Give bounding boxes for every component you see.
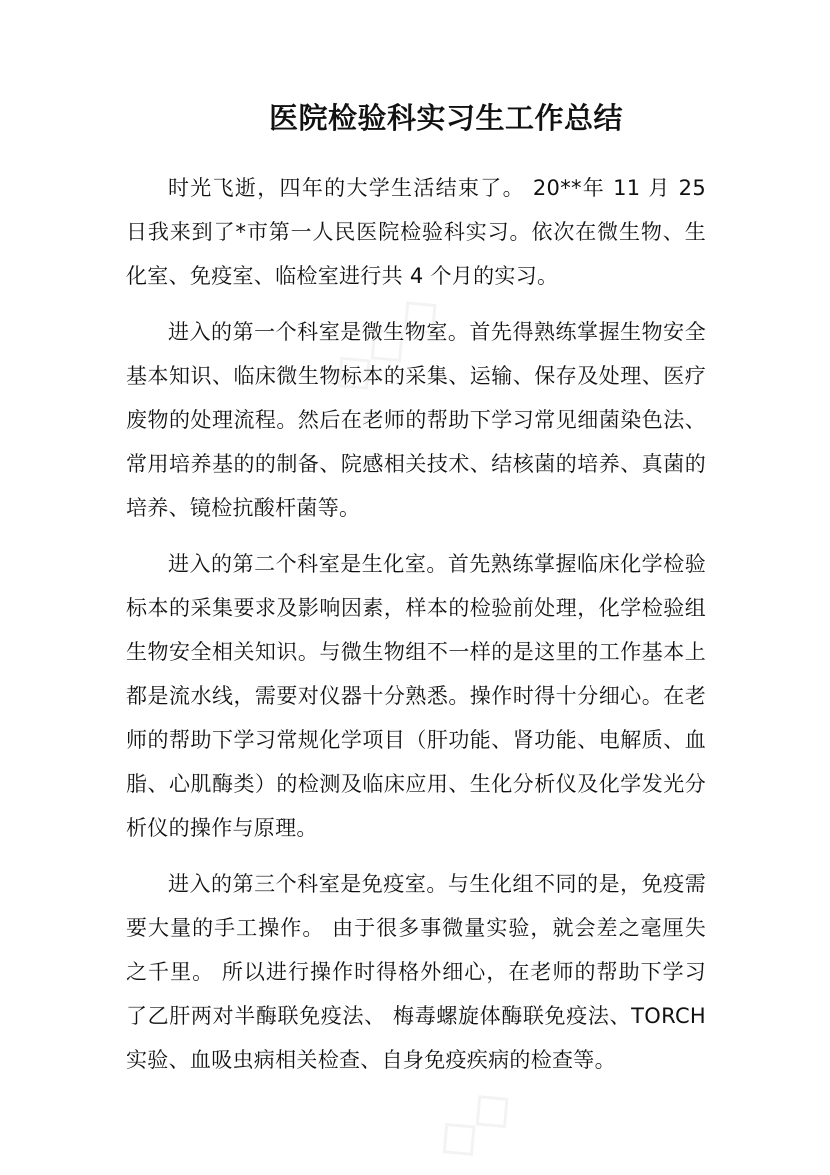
paragraph: 进入的第一个科室是微生物室。首先得熟练掌握生物安全基本知识、临床微生物标本的采集、运输、保存及处理、医疗废物的处理流程。然后在老师的帮助下学习常见细菌染色法、常用培养基的的制备、院感相关技术、结核菌的培养、真菌的培养、镜检抗酸杆菌等。 xyxy=(126,320,706,520)
paragraph: 进入的第二个科室是生化室。首先熟练掌握临床化学检验标本的采集要求及影响因素，样本的检验前处理，化学检验组生物安全相关知识。与微生物组不一样的是这里的工作基本上都是流水线，需要对仪器十分熟悉。操作时得十分细心。在老师的帮助下学习常规化学项目（肝功能、肾功能、电解质、血脂、心肌酶类）的检测及临床应用、生化分析仪及化学发光分析仪的操作与原理。 xyxy=(126,552,706,840)
watermark: ◇◇◇ xyxy=(314,276,455,409)
document-body xyxy=(126,166,706,1094)
paragraph: 进入的第三个科室是免疫室。与生化组不同的是，免疫需要大量的手工操作。 由于很多事微量实验，就会差之毫厘失之千里。 所以进行操作时得格外细心，在老师的帮助下学习了乙肝两对半酶联免疫法、 梅毒螺旋体酶联免疫法、TORCH 实验、血吸虫病相关检查、自身免疫疾病的检查等。 xyxy=(126,872,706,1072)
watermark: ◇◇ xyxy=(419,1069,527,1175)
paragraph: 时光飞逝，四年的大学生活结束了。 20**年 11 月 25 日我来到了*市第一人民医院检验科实习。依次在微生物、生化室、免疫室、临检室进行共 4 个月的实习。 xyxy=(126,176,706,288)
document-title: 医院检验科实习生工作总结 xyxy=(268,101,623,135)
